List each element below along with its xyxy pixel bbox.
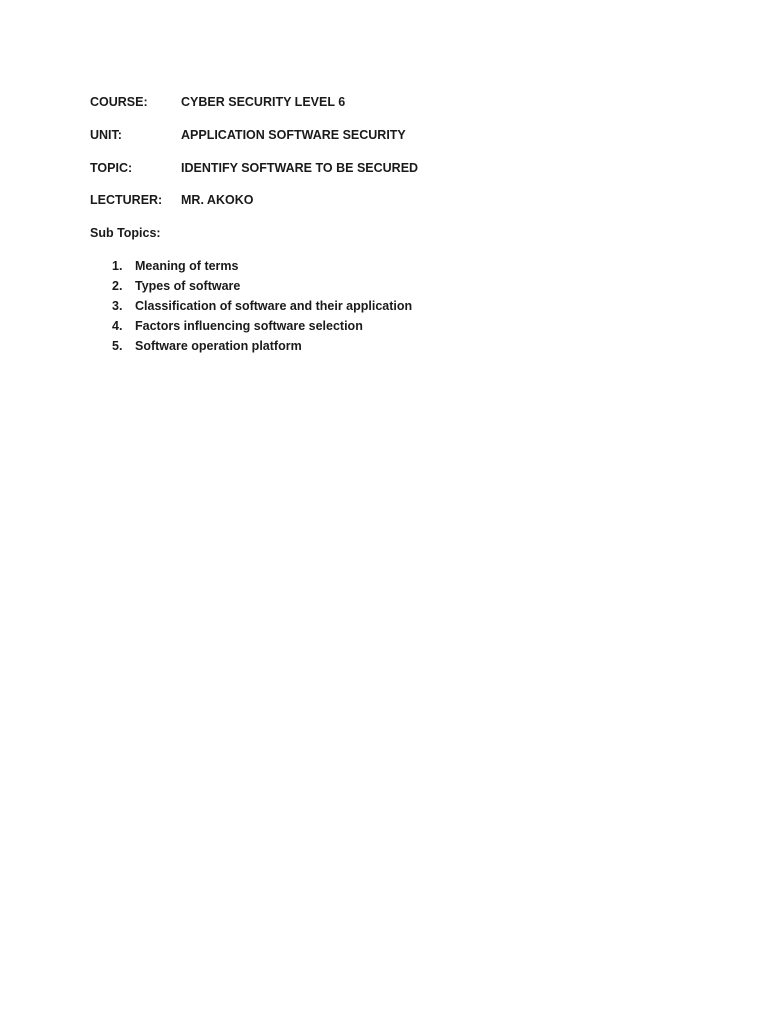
unit-label: UNIT:: [90, 128, 122, 142]
subtopic-text: Factors influencing software selection: [135, 319, 363, 333]
lecturer-row: [90, 192, 253, 208]
unit-value: APPLICATION SOFTWARE SECURITY: [181, 128, 406, 142]
course-value: CYBER SECURITY LEVEL 6: [181, 95, 346, 109]
subtopic-text: Software operation platform: [135, 339, 302, 353]
lecturer-value: MR. AKOKO: [181, 193, 254, 207]
subtopic-text: Classification of software and their application: [135, 299, 413, 313]
subtopic-number: 4.: [112, 319, 123, 333]
subtopic-number: 5.: [112, 339, 123, 353]
subtopic-number: 1.: [112, 259, 123, 273]
lecturer-label: LECTURER:: [90, 193, 163, 207]
subtopic-number: 3.: [112, 299, 123, 313]
topic-row: [90, 160, 418, 176]
course-label: COURSE:: [90, 95, 148, 109]
subtopic-number: 2.: [112, 279, 123, 293]
subtopic-text: Meaning of terms: [135, 259, 239, 273]
course-row: [90, 94, 345, 110]
subtopics-heading: Sub Topics:: [90, 226, 161, 240]
topic-value: IDENTIFY SOFTWARE TO BE SECURED: [181, 161, 419, 175]
topic-label: TOPIC:: [90, 161, 133, 175]
unit-row: [90, 127, 406, 143]
subtopic-text: Types of software: [135, 279, 241, 293]
